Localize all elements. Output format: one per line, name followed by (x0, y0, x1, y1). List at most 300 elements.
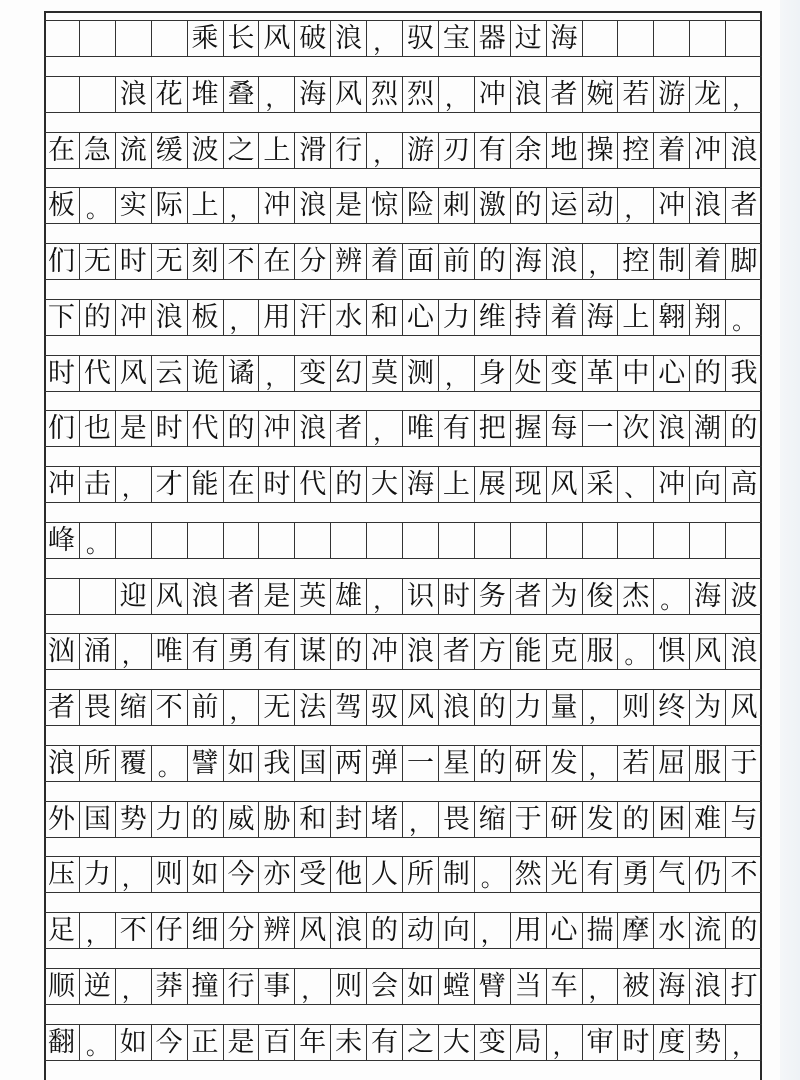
character-cell: 风 (116, 356, 152, 391)
character-cell: 波 (188, 133, 224, 168)
character-cell: 激 (475, 188, 511, 223)
character-cell: 行 (224, 969, 260, 1004)
character-cell: 们 (44, 411, 80, 446)
character-cell: 的 (511, 188, 547, 223)
character-cell: 莽 (152, 969, 188, 1004)
character-cell: 气 (654, 857, 690, 892)
character-cell: 变 (547, 356, 583, 391)
character-cell: 云 (152, 356, 188, 391)
title-row (44, 20, 762, 57)
empty-cell (259, 523, 295, 558)
character-cell: 风 (690, 634, 726, 669)
empty-cell (726, 21, 762, 56)
empty-cell (80, 579, 116, 614)
character-cell: 未 (331, 1025, 367, 1060)
character-cell: 浪 (403, 634, 439, 669)
character-cell: 现 (511, 467, 547, 502)
character-cell: 者 (439, 634, 475, 669)
character-cell: 分 (295, 244, 331, 279)
character-cell: 游 (654, 77, 690, 112)
character-cell: 着 (367, 244, 403, 279)
punctuation-cell: 。 (80, 523, 116, 558)
character-cell: 能 (188, 467, 224, 502)
character-cell: 不 (730, 859, 758, 891)
character-cell: 的 (690, 356, 726, 391)
punctuation-cell: ， (732, 83, 757, 112)
punctuation-cell: 。 (732, 306, 757, 335)
character-cell: 冲 (116, 300, 152, 335)
character-cell: 涌 (80, 634, 116, 669)
character-cell: 于 (511, 802, 547, 837)
character-cell: 谋 (295, 634, 331, 669)
character-cell: 足 (44, 913, 80, 948)
character-cell: 刺 (439, 188, 475, 223)
character-cell: 一 (583, 411, 619, 446)
character-cell: 者 (547, 77, 583, 112)
character-cell: 是 (259, 579, 295, 614)
character-cell: 向 (439, 913, 475, 948)
text-row (44, 856, 762, 893)
character-cell: 风 (331, 77, 367, 112)
character-cell: 逆 (80, 969, 116, 1004)
empty-cell (188, 523, 224, 558)
character-cell: 有 (583, 857, 619, 892)
empty-cell (331, 523, 367, 558)
character-cell: 持 (511, 300, 547, 335)
punctuation-cell: ， (439, 356, 475, 391)
text-row (44, 132, 762, 169)
character-cell: 冲 (259, 411, 295, 446)
character-cell: 际 (152, 188, 188, 223)
character-cell: 譬 (188, 746, 224, 781)
empty-cell (583, 21, 619, 56)
character-cell: 的 (80, 300, 116, 335)
character-cell: 烈 (367, 77, 403, 112)
character-cell: 婉 (583, 77, 619, 112)
character-cell: 摩 (618, 913, 654, 948)
character-cell: 把 (475, 411, 511, 446)
character-cell: 展 (475, 467, 511, 502)
character-cell: 时 (116, 244, 152, 279)
character-cell: 地 (547, 133, 583, 168)
empty-cell (80, 77, 116, 112)
punctuation-cell: ， (259, 77, 295, 112)
punctuation-cell: ， (80, 913, 116, 948)
empty-cell (618, 21, 654, 56)
punctuation-cell: 、 (618, 467, 654, 502)
character-cell: 为 (690, 690, 726, 725)
character-cell: 滑 (295, 133, 331, 168)
character-cell: 我 (730, 357, 758, 389)
character-cell: 压 (44, 857, 80, 892)
character-cell: 刻 (188, 244, 224, 279)
text-row (44, 1024, 762, 1061)
character-cell: 上 (259, 133, 295, 168)
character-cell: 国 (80, 802, 116, 837)
empty-cell (152, 523, 188, 558)
character-cell: 变 (295, 356, 331, 391)
punctuation-cell: ， (403, 802, 439, 837)
character-cell: 的 (475, 746, 511, 781)
character-cell: 维 (475, 300, 511, 335)
character-cell: 采 (583, 467, 619, 502)
punctuation-cell: ， (367, 411, 403, 446)
character-cell: 浪 (690, 188, 726, 223)
character-cell: 在 (224, 467, 260, 502)
character-cell: 汗 (295, 300, 331, 335)
character-cell: 国 (295, 746, 331, 781)
character-cell: 浪 (547, 244, 583, 279)
text-row (44, 299, 762, 336)
text-row (44, 187, 762, 224)
empty-cell (439, 523, 475, 558)
punctuation-cell: ， (547, 1025, 583, 1060)
character-cell: 研 (511, 746, 547, 781)
character-cell: 诡 (188, 356, 224, 391)
empty-cell (403, 523, 439, 558)
character-cell: 水 (331, 300, 367, 335)
character-cell: 冲 (259, 188, 295, 223)
punctuation-cell: ， (259, 356, 295, 391)
character-cell: 游 (403, 133, 439, 168)
character-cell: 雄 (331, 579, 367, 614)
character-cell: 受 (295, 857, 331, 892)
character-cell: 的 (730, 915, 758, 946)
character-cell: 唯 (152, 634, 188, 669)
character-cell: 仔 (152, 913, 188, 948)
character-cell: 被 (618, 969, 654, 1004)
punctuation-cell: ， (583, 244, 619, 279)
character-cell: 过 (511, 21, 547, 56)
character-cell: 急 (80, 133, 116, 168)
character-cell: 中 (618, 356, 654, 391)
character-cell: 亦 (259, 857, 295, 892)
empty-cell (511, 523, 547, 558)
character-cell: 俊 (583, 579, 619, 614)
character-cell: 时 (44, 356, 80, 391)
character-cell: 不 (152, 690, 188, 725)
character-cell: 海 (403, 467, 439, 502)
character-cell: 前 (188, 690, 224, 725)
character-cell: 是 (116, 411, 152, 446)
character-cell: 发 (547, 746, 583, 781)
text-row (44, 76, 762, 113)
character-cell: 烈 (403, 77, 439, 112)
character-cell: 有 (259, 634, 295, 669)
empty-cell (224, 523, 260, 558)
character-cell: 今 (224, 857, 260, 892)
character-cell: 唯 (403, 411, 439, 446)
character-cell: 变 (475, 1025, 511, 1060)
character-cell: 和 (367, 300, 403, 335)
character-cell: 力 (439, 300, 475, 335)
character-cell: 屈 (654, 746, 690, 781)
character-cell: 波 (730, 580, 758, 612)
character-cell: 研 (547, 802, 583, 837)
character-cell: 脚 (730, 246, 758, 277)
character-cell: 长 (224, 21, 260, 56)
character-cell: 人 (367, 857, 403, 892)
character-cell: 缩 (475, 802, 511, 837)
character-cell: 冲 (654, 467, 690, 502)
character-cell: 有 (475, 133, 511, 168)
character-cell: 控 (618, 244, 654, 279)
character-cell: 翱 (654, 300, 690, 335)
character-cell: 前 (439, 244, 475, 279)
character-cell: 和 (295, 802, 331, 837)
character-cell: 龙 (690, 77, 726, 112)
character-cell: 海 (654, 969, 690, 1004)
character-cell: 他 (331, 857, 367, 892)
empty-cell (44, 77, 80, 112)
character-cell: 所 (403, 857, 439, 892)
empty-cell (618, 523, 654, 558)
character-cell: 力 (511, 690, 547, 725)
punctuation-cell: ， (475, 913, 511, 948)
empty-cell (547, 523, 583, 558)
punctuation-cell: ， (224, 690, 260, 725)
character-cell: 顺 (44, 969, 80, 1004)
character-cell: 浪 (152, 300, 188, 335)
empty-cell (44, 579, 80, 614)
character-cell: 水 (654, 913, 690, 948)
punctuation-cell: 。 (80, 1025, 116, 1060)
character-cell: 下 (44, 300, 80, 335)
character-cell: 海 (547, 21, 583, 56)
character-cell: 事 (259, 969, 295, 1004)
character-cell: 我 (259, 746, 295, 781)
empty-cell (726, 523, 762, 558)
character-cell: 则 (152, 857, 188, 892)
empty-cell (690, 21, 726, 56)
character-cell: 流 (116, 133, 152, 168)
character-cell: 浪 (188, 579, 224, 614)
punctuation-cell: ， (583, 969, 619, 1004)
character-cell: 英 (295, 579, 331, 614)
character-cell: 封 (331, 802, 367, 837)
empty-cell (690, 523, 726, 558)
text-row (44, 689, 762, 726)
character-cell: 用 (511, 913, 547, 948)
character-cell: 的 (331, 467, 367, 502)
punctuation-cell: ， (367, 133, 403, 168)
character-cell: 正 (188, 1025, 224, 1060)
character-cell: 迎 (116, 579, 152, 614)
character-cell: 辨 (259, 913, 295, 948)
punctuation-cell: ， (618, 188, 654, 223)
character-cell: 浪 (730, 636, 758, 668)
punctuation-cell: ， (116, 969, 152, 1004)
character-cell: 制 (439, 857, 475, 892)
character-cell: 的 (331, 634, 367, 669)
character-cell: 的 (367, 913, 403, 948)
character-cell: 者 (224, 579, 260, 614)
empty-cell (475, 523, 511, 558)
character-cell: 的 (475, 690, 511, 725)
character-cell: 每 (547, 411, 583, 446)
empty-cell (583, 523, 619, 558)
character-cell: 的 (618, 802, 654, 837)
character-cell: 堵 (367, 802, 403, 837)
character-cell: 时 (618, 1025, 654, 1060)
character-cell: 板 (44, 188, 80, 223)
character-cell: 缓 (152, 133, 188, 168)
character-cell: 们 (44, 244, 80, 279)
punctuation-cell: ， (367, 579, 403, 614)
character-cell: 海 (583, 300, 619, 335)
character-cell: 时 (259, 467, 295, 502)
character-cell: 浪 (116, 77, 152, 112)
text-row (44, 466, 762, 503)
character-cell: 惧 (654, 634, 690, 669)
character-cell: 着 (690, 244, 726, 279)
punctuation-cell: ， (116, 467, 152, 502)
character-cell: 向 (690, 467, 726, 502)
character-cell: 花 (152, 77, 188, 112)
character-cell: 者 (331, 411, 367, 446)
character-cell: 心 (403, 300, 439, 335)
character-cell: 法 (295, 690, 331, 725)
character-cell: 惊 (367, 188, 403, 223)
character-cell: 则 (331, 969, 367, 1004)
character-cell: 畏 (439, 802, 475, 837)
character-cell: 风 (730, 692, 758, 723)
text-row (44, 522, 762, 559)
character-cell: 堆 (188, 77, 224, 112)
character-cell: 浪 (439, 690, 475, 725)
punctuation-cell: ， (116, 634, 152, 669)
text-row (44, 968, 762, 1005)
character-cell: 如 (116, 1025, 152, 1060)
character-cell: 驭 (367, 690, 403, 725)
punctuation-cell: 。 (618, 634, 654, 669)
character-cell: 控 (618, 133, 654, 168)
character-cell: 制 (654, 244, 690, 279)
character-cell: 代 (80, 356, 116, 391)
character-cell: 冲 (367, 634, 403, 669)
character-cell: 星 (439, 746, 475, 781)
character-cell: 冲 (654, 188, 690, 223)
character-cell: 之 (403, 1025, 439, 1060)
character-cell: 困 (654, 802, 690, 837)
character-cell: 时 (152, 411, 188, 446)
character-cell: 运 (547, 188, 583, 223)
character-cell: 胁 (259, 802, 295, 837)
character-cell: 会 (367, 969, 403, 1004)
character-cell: 辨 (331, 244, 367, 279)
character-cell: 风 (259, 21, 295, 56)
character-cell: 与 (730, 803, 758, 835)
character-cell: 光 (547, 857, 583, 892)
punctuation-cell: 。 (80, 188, 116, 223)
character-cell: 在 (259, 244, 295, 279)
character-cell: 两 (331, 746, 367, 781)
empty-cell (80, 21, 116, 56)
character-cell: 一 (403, 746, 439, 781)
character-cell: 击 (80, 467, 116, 502)
character-cell: 在 (44, 133, 80, 168)
character-cell: 若 (618, 746, 654, 781)
character-cell: 车 (547, 969, 583, 1004)
character-cell: 威 (224, 802, 260, 837)
character-cell: 风 (152, 579, 188, 614)
punctuation-cell: ， (583, 690, 619, 725)
character-cell: 海 (511, 244, 547, 279)
character-cell: 实 (116, 188, 152, 223)
punctuation-cell: ， (732, 1031, 757, 1060)
character-cell: 终 (654, 690, 690, 725)
character-cell: 百 (259, 1025, 295, 1060)
character-cell: 的 (188, 802, 224, 837)
character-cell: 覆 (116, 746, 152, 781)
character-cell: 动 (583, 188, 619, 223)
character-cell: 无 (80, 244, 116, 279)
character-cell: 大 (439, 1025, 475, 1060)
character-cell: 莫 (367, 356, 403, 391)
character-cell: 之 (224, 133, 260, 168)
character-cell: 如 (188, 857, 224, 892)
character-cell: 勇 (224, 634, 260, 669)
text-row (44, 578, 762, 615)
character-cell: 畏 (80, 690, 116, 725)
character-cell: 驾 (331, 690, 367, 725)
character-cell: 海 (295, 77, 331, 112)
character-cell: 处 (511, 356, 547, 391)
character-cell: 心 (547, 913, 583, 948)
text-row (44, 410, 762, 447)
character-cell: 峰 (44, 523, 80, 558)
character-cell: 刃 (439, 133, 475, 168)
character-cell: 力 (80, 857, 116, 892)
character-cell: 也 (80, 411, 116, 446)
text-row (44, 633, 762, 670)
character-cell: 上 (618, 300, 654, 335)
character-cell: 高 (730, 469, 758, 500)
character-cell: 翻 (44, 1025, 80, 1060)
character-cell: 着 (654, 133, 690, 168)
character-cell: 行 (331, 133, 367, 168)
punctuation-cell: ， (583, 746, 619, 781)
empty-cell (654, 21, 690, 56)
character-cell: 者 (44, 690, 80, 725)
character-cell: 浪 (730, 134, 758, 166)
character-cell: 浪 (690, 969, 726, 1004)
character-cell: 乘 (188, 21, 224, 56)
character-cell: 难 (690, 802, 726, 837)
punctuation-cell: 。 (654, 579, 690, 614)
character-cell: 杰 (618, 579, 654, 614)
character-cell: 无 (152, 244, 188, 279)
character-cell: 年 (295, 1025, 331, 1060)
character-cell: 臂 (475, 969, 511, 1004)
character-cell: 浪 (331, 21, 367, 56)
punctuation-cell: ， (116, 857, 152, 892)
character-cell: 量 (547, 690, 583, 725)
character-cell: 发 (583, 802, 619, 837)
character-cell: 的 (730, 413, 758, 445)
character-cell: 当 (511, 969, 547, 1004)
character-cell: 浪 (511, 77, 547, 112)
character-cell: 翔 (690, 300, 726, 335)
character-cell: 弹 (367, 746, 403, 781)
character-cell: 动 (403, 913, 439, 948)
character-cell: 克 (547, 634, 583, 669)
character-cell: 服 (690, 746, 726, 781)
character-cell: 打 (730, 970, 758, 1002)
character-cell: 心 (654, 356, 690, 391)
punctuation-cell: ， (295, 969, 331, 1004)
character-cell: 代 (295, 467, 331, 502)
